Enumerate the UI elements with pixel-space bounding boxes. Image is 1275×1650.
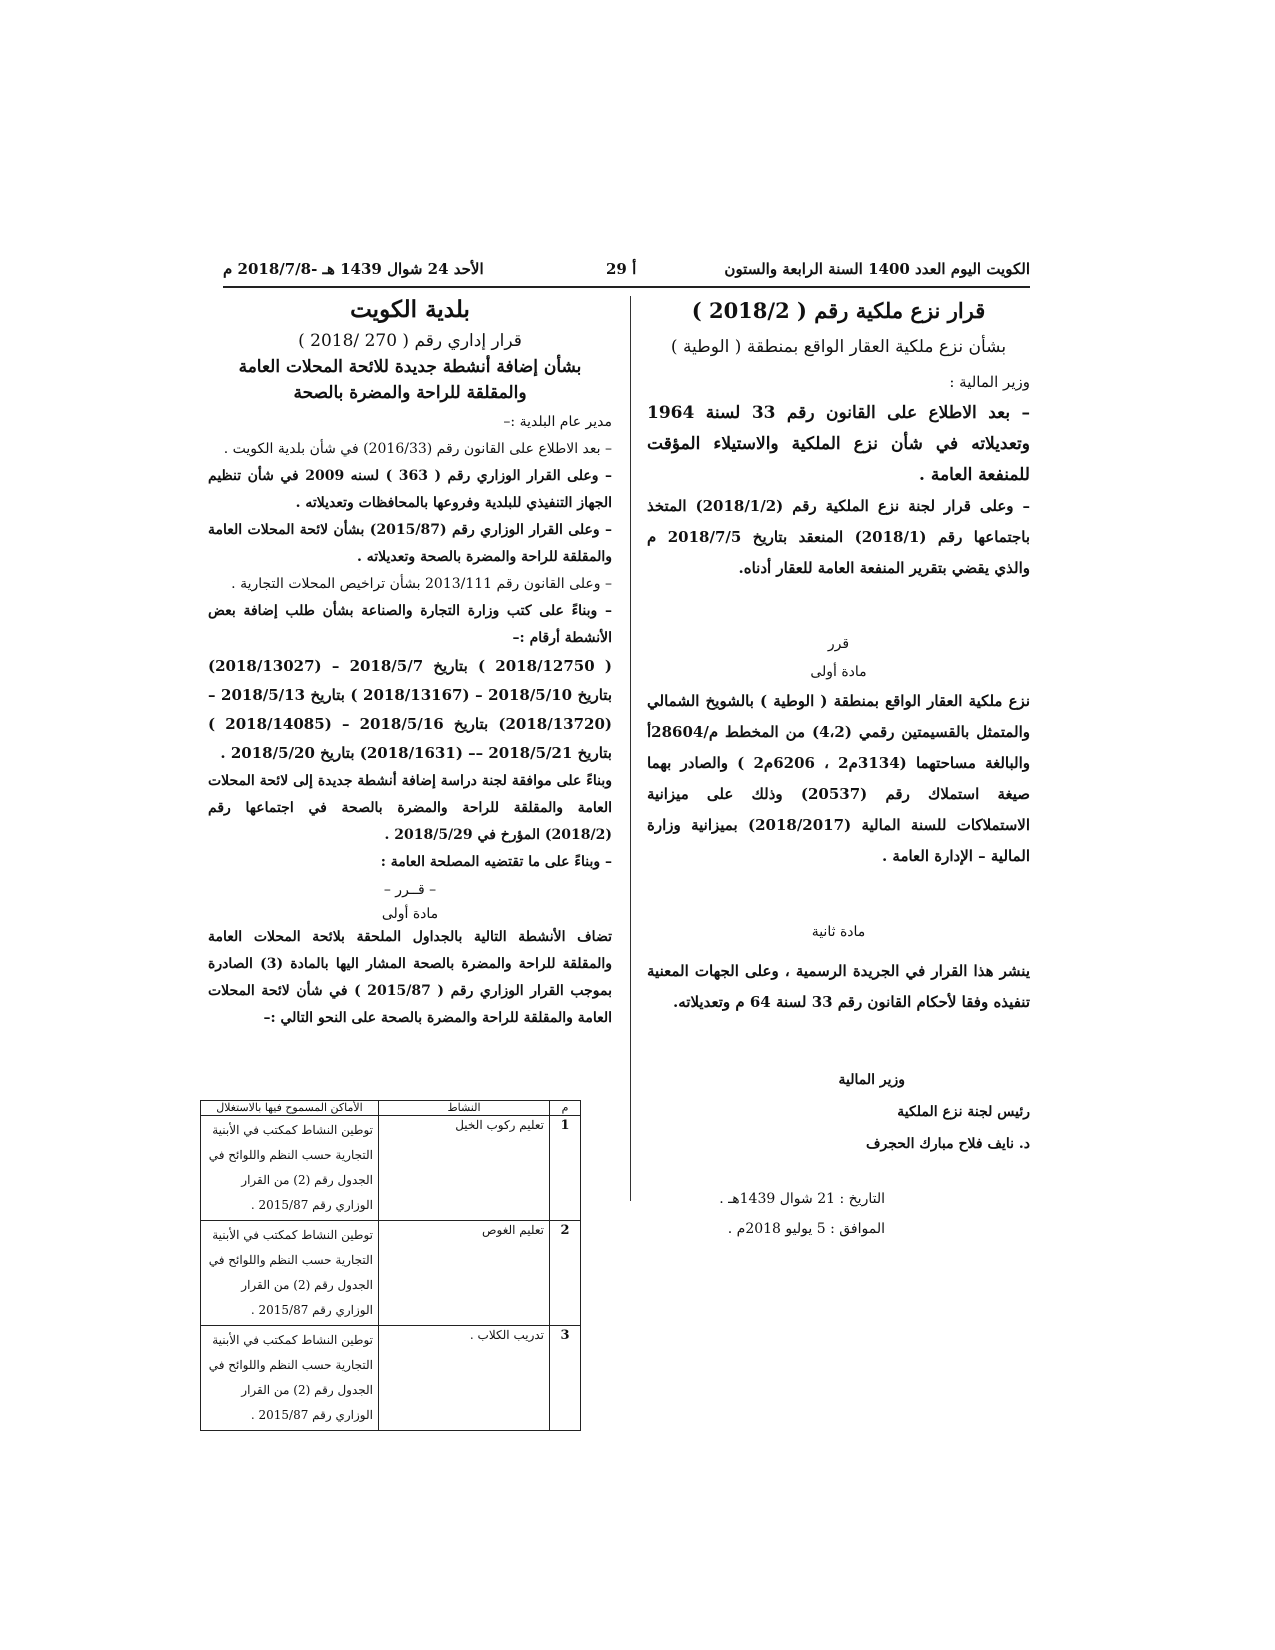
row-number: 1	[550, 1116, 581, 1221]
header-page-number: أ 29	[606, 260, 637, 278]
table-header-row	[201, 1101, 581, 1116]
preamble-paragraph: – وبناءً على كتب وزارة التجارة والصناعة بشأن طلب إضافة بعض الأنشطة أرقام :–	[208, 603, 612, 646]
column-divider	[630, 296, 631, 1201]
article-text: تضاف الأنشطة التالية بالجداول الملحقة بلائحة المحلات العامة والمقلقة للراحة والمضرة بالصحة المشار اليها بالمادة (3) الصادرة بموجب القرار الوزاري رقم ( 2015/87 ) في شأن لائحة المحلات العامة والمقلقة للراحة والمضرة بالصحة على النحو التالي :–	[208, 929, 612, 1026]
row-number: 3	[550, 1326, 581, 1431]
decree-title: قرار نزع ملكية رقم ( 2018/2 )	[691, 298, 986, 323]
preamble-paragraph: – بعد الاطلاع على القانون رقم (2016/33) في شأن بلدية الكويت .	[223, 441, 612, 457]
preamble-paragraph: ( 2018/12750 ) بتاريخ 2018/5/7 – (2018/13027) بتاريخ 2018/5/10 – (2018/13167 ) بتاريخ 2018/5/13 – (2018/13720) بتاريخ 2018/5/16 – (2018/14085 ) بتاريخ 2018/5/21 –– (2018/1631) بتاريخ 2018/5/20 .	[208, 657, 612, 762]
signature-role: رئيس لجنة نزع الملكية	[897, 1104, 1030, 1120]
signature-name: د. نايف فلاح مبارك الحجرف	[866, 1136, 1030, 1152]
signature-role: وزير المالية	[838, 1072, 905, 1088]
header-issue: الكويت اليوم العدد 1400 السنة الرابعة والستون	[724, 260, 1030, 278]
activity-cell: تعليم ركوب الخيل	[379, 1116, 550, 1221]
page-header	[223, 256, 1030, 286]
column-header: الأماكن المسموح فيها بالاستغلال	[201, 1101, 379, 1116]
header-rule	[223, 286, 1030, 288]
place-cell: توطين النشاط كمكتب في الأبنية التجارية حسب النظم واللوائح في الجدول رقم (2) من القرار الوزاري رقم 2015/87 .	[201, 1326, 379, 1431]
activities-table	[200, 1100, 581, 1431]
place-cell: توطين النشاط كمكتب في الأبنية التجارية حسب النظم واللوائح في الجدول رقم (2) من القرار الوزاري رقم 2015/87 .	[201, 1221, 379, 1326]
column-header: النشاط	[379, 1101, 550, 1116]
table-row	[201, 1326, 581, 1431]
preamble-paragraph: وبناءً على موافقة لجنة دراسة إضافة أنشطة جديدة إلى لائحة المحلات العامة والمقلقة للراحة والمضرة بالصحة في اجتماعها رقم (2018/2) المؤرخ في 2018/5/29 .	[208, 773, 612, 843]
date-gregorian: الموافق : 5 يوليو 2018م .	[727, 1221, 885, 1237]
decree-subject: والمقلقة للراحة والمضرة بالصحة	[293, 383, 527, 403]
left-column	[208, 296, 612, 1032]
activity-cell: تدريب الكلاب .	[379, 1326, 550, 1431]
article-text: نزع ملكية العقار الواقع بمنطقة ( الوطية ) بالشويخ الشمالي والمتمثل بالقسيمتين رقمي (4،2) من المخطط م/28604أ والبالغة مساحتهما (3134م2 ، 6206م2 ) والصادر بهما صيغة استملاك رقم (20537) وذلك على ميزانية الاستملاكات للسنة المالية (2018/2017) بميزانية وزارة المالية – الإدارة العامة .	[647, 692, 1031, 865]
preamble-paragraph: – وعلى القرار الوزاري رقم (2015/87) بشأن لائحة المحلات العامة والمقلقة للراحة والمضرة بالصحة وتعديلاته .	[208, 522, 612, 565]
header-date: الأحد 24 شوال 1439 هـ -2018/7/8 م	[223, 260, 484, 278]
decided-heading: – قــرر –	[383, 882, 437, 898]
article-heading: مادة أولى	[381, 906, 439, 922]
municipality-title: بلدية الكويت	[350, 296, 470, 323]
place-cell: توطين النشاط كمكتب في الأبنية التجارية حسب النظم واللوائح في الجدول رقم (2) من القرار الوزاري رقم 2015/87 .	[201, 1116, 379, 1221]
column-header: م	[550, 1101, 581, 1116]
issuer-line: مدير عام البلدية :–	[503, 414, 612, 430]
article-heading: مادة أولى	[810, 664, 867, 680]
row-number: 2	[550, 1221, 581, 1326]
decree-subject: بشأن إضافة أنشطة جديدة للائحة المحلات العامة	[238, 357, 582, 377]
date-hijri: التاريخ : 21 شوال 1439هـ .	[719, 1191, 885, 1207]
article-text: ينشر هذا القرار في الجريدة الرسمية ، وعلى الجهات المعنية تنفيذه وفقا لأحكام القانون رقم 33 لسنة 64 م وتعديلاته.	[647, 962, 1030, 1011]
right-column	[647, 296, 1030, 1244]
article-heading: مادة ثانية	[811, 924, 866, 940]
decided-heading: قرر	[827, 636, 850, 652]
decree-number: قرار إداري رقم ( 270 /2018 )	[298, 331, 522, 351]
preamble-paragraph: – وعلى قرار لجنة نزع الملكية رقم (2018/1/2) المتخذ باجتماعها رقم (2018/1) المنعقد بتاريخ 2018/7/5 م والذي يقضي بتقرير المنفعة العامة للعقار أدناه.	[647, 497, 1030, 577]
preamble-paragraph: – وبناءً على ما تقتضيه المصلحة العامة :	[380, 854, 612, 870]
table-row	[201, 1221, 581, 1326]
preamble-paragraph: – وعلى القانون رقم 2013/111 بشأن تراخيص المحلات التجارية .	[231, 576, 612, 592]
activity-cell: تعليم الغوص	[379, 1221, 550, 1326]
table-row	[201, 1116, 581, 1221]
preamble-paragraph: – بعد الاطلاع على القانون رقم 33 لسنة 1964 وتعديلاته في شأن نزع الملكية والاستيلاء المؤقت للمنفعة العامة .	[647, 403, 1030, 485]
issuer-line: وزير المالية :	[949, 373, 1030, 391]
preamble-paragraph: – وعلى القرار الوزاري رقم ( 363 ) لسنه 2009 في شأن تنظيم الجهاز التنفيذي للبلدية وفروعها بالمحافظات وتعديلاته .	[208, 468, 612, 511]
decree-subject: بشأن نزع ملكية العقار الواقع بمنطقة ( الوطية )	[670, 337, 1007, 357]
